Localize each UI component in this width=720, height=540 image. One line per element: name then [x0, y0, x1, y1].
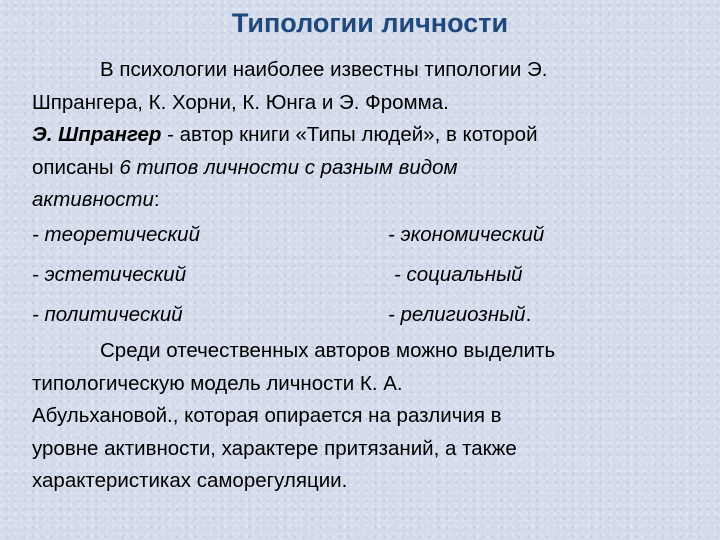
conclusion-line-4: уровне активности, характере притязаний, а также — [32, 436, 517, 460]
intro-line-1: В психологии наиболее известны типологии Э. — [100, 58, 548, 81]
types-count: 6 типов личности с разным видом — [119, 155, 458, 179]
type-economic: - экономический — [388, 222, 545, 246]
slide-body — [32, 54, 708, 498]
spranger-line-1 — [32, 119, 708, 152]
spranger-line-2 — [32, 152, 708, 185]
activity-colon: : — [153, 188, 160, 211]
type-political: - политический — [32, 302, 183, 326]
author-name: Э. Шпрангер — [32, 123, 162, 146]
type-religious-wrap — [388, 299, 531, 332]
types-row-2 — [32, 255, 708, 295]
conclusion-line-5: характеристиках саморегуляции. — [32, 469, 348, 492]
conclusion-line-1: Среди отечественных авторов можно выделить — [100, 339, 556, 362]
type-aesthetic: - эстетический — [32, 262, 187, 286]
described-prefix: описаны — [32, 155, 120, 179]
types-row-1 — [32, 215, 708, 255]
types-row-3 — [32, 295, 708, 335]
type-social: - социальный — [394, 262, 523, 286]
book-description: - автор книги «Типы людей», в которой — [161, 123, 538, 146]
type-theoretical: - теоретический — [32, 222, 200, 246]
type-religious: - религиозный — [388, 302, 526, 326]
slide-title: Типологии личности — [231, 8, 509, 38]
activity-word: активности — [32, 188, 154, 211]
conclusion-line-3: Абульхановой., которая опирается на различия в — [32, 404, 502, 427]
type-religious-period: . — [525, 302, 532, 326]
intro-line-2: Шпрангера, К. Хорни, К. Юнга и Э. Фромма. — [32, 90, 449, 114]
spranger-line-3 — [32, 184, 708, 215]
conclusion-line-2: типологическую модель личности К. А. — [32, 371, 403, 395]
